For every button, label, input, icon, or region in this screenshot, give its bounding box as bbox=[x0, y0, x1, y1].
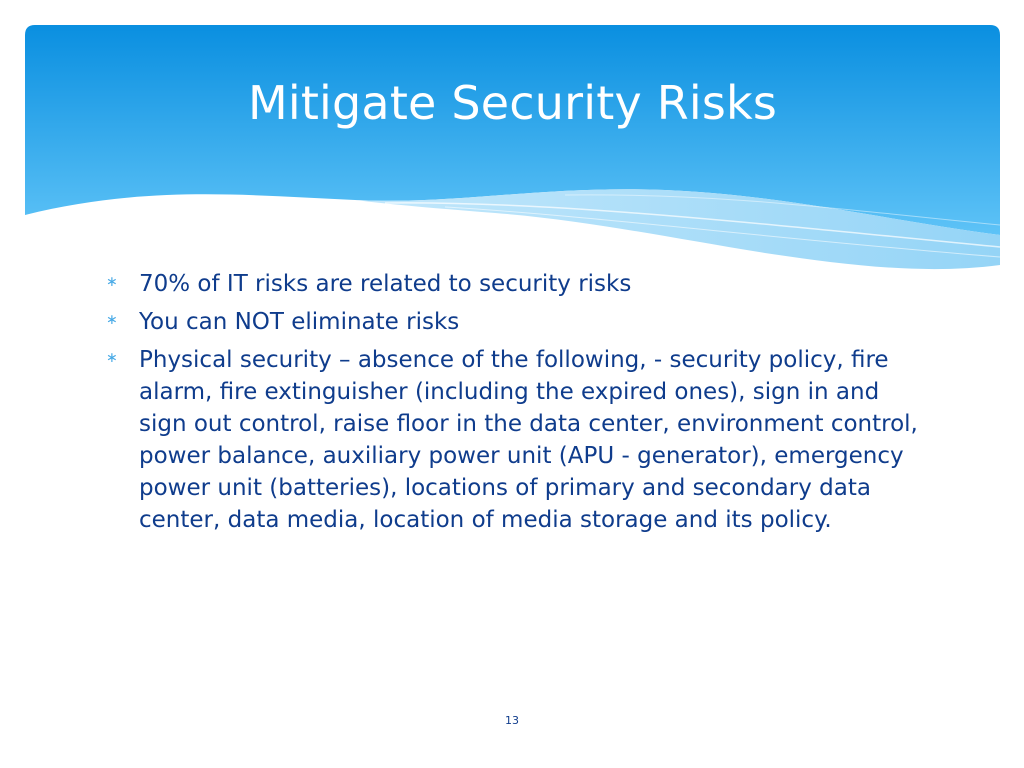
bullet-item bbox=[104, 268, 934, 300]
title-banner bbox=[25, 25, 1000, 285]
asterisk-bullet-icon: ∗ bbox=[106, 274, 118, 290]
page-number: 13 bbox=[505, 714, 519, 727]
asterisk-bullet-icon: ∗ bbox=[106, 350, 118, 366]
bullet-list bbox=[104, 268, 934, 542]
wave-banner-graphic bbox=[25, 25, 1000, 285]
bullet-item bbox=[104, 344, 934, 536]
bullet-text: 70% of IT risks are related to security risks bbox=[139, 271, 632, 297]
bullet-item bbox=[104, 306, 934, 338]
slide-title: Mitigate Security Risks bbox=[247, 76, 778, 130]
bullet-text: Physical security – absence of the following, - security policy, fire alarm, fire extinguisher (including the expired ones), sign in and sign out control, raise floor in the data center, environment control, power balance, auxiliary power unit (APU - generator), emergency power unit (batteries), locations of primary and secondary data center, data media, location of media storage and its policy. bbox=[139, 347, 918, 533]
asterisk-bullet-icon: ∗ bbox=[106, 312, 118, 328]
bullet-text: You can NOT eliminate risks bbox=[139, 309, 460, 335]
